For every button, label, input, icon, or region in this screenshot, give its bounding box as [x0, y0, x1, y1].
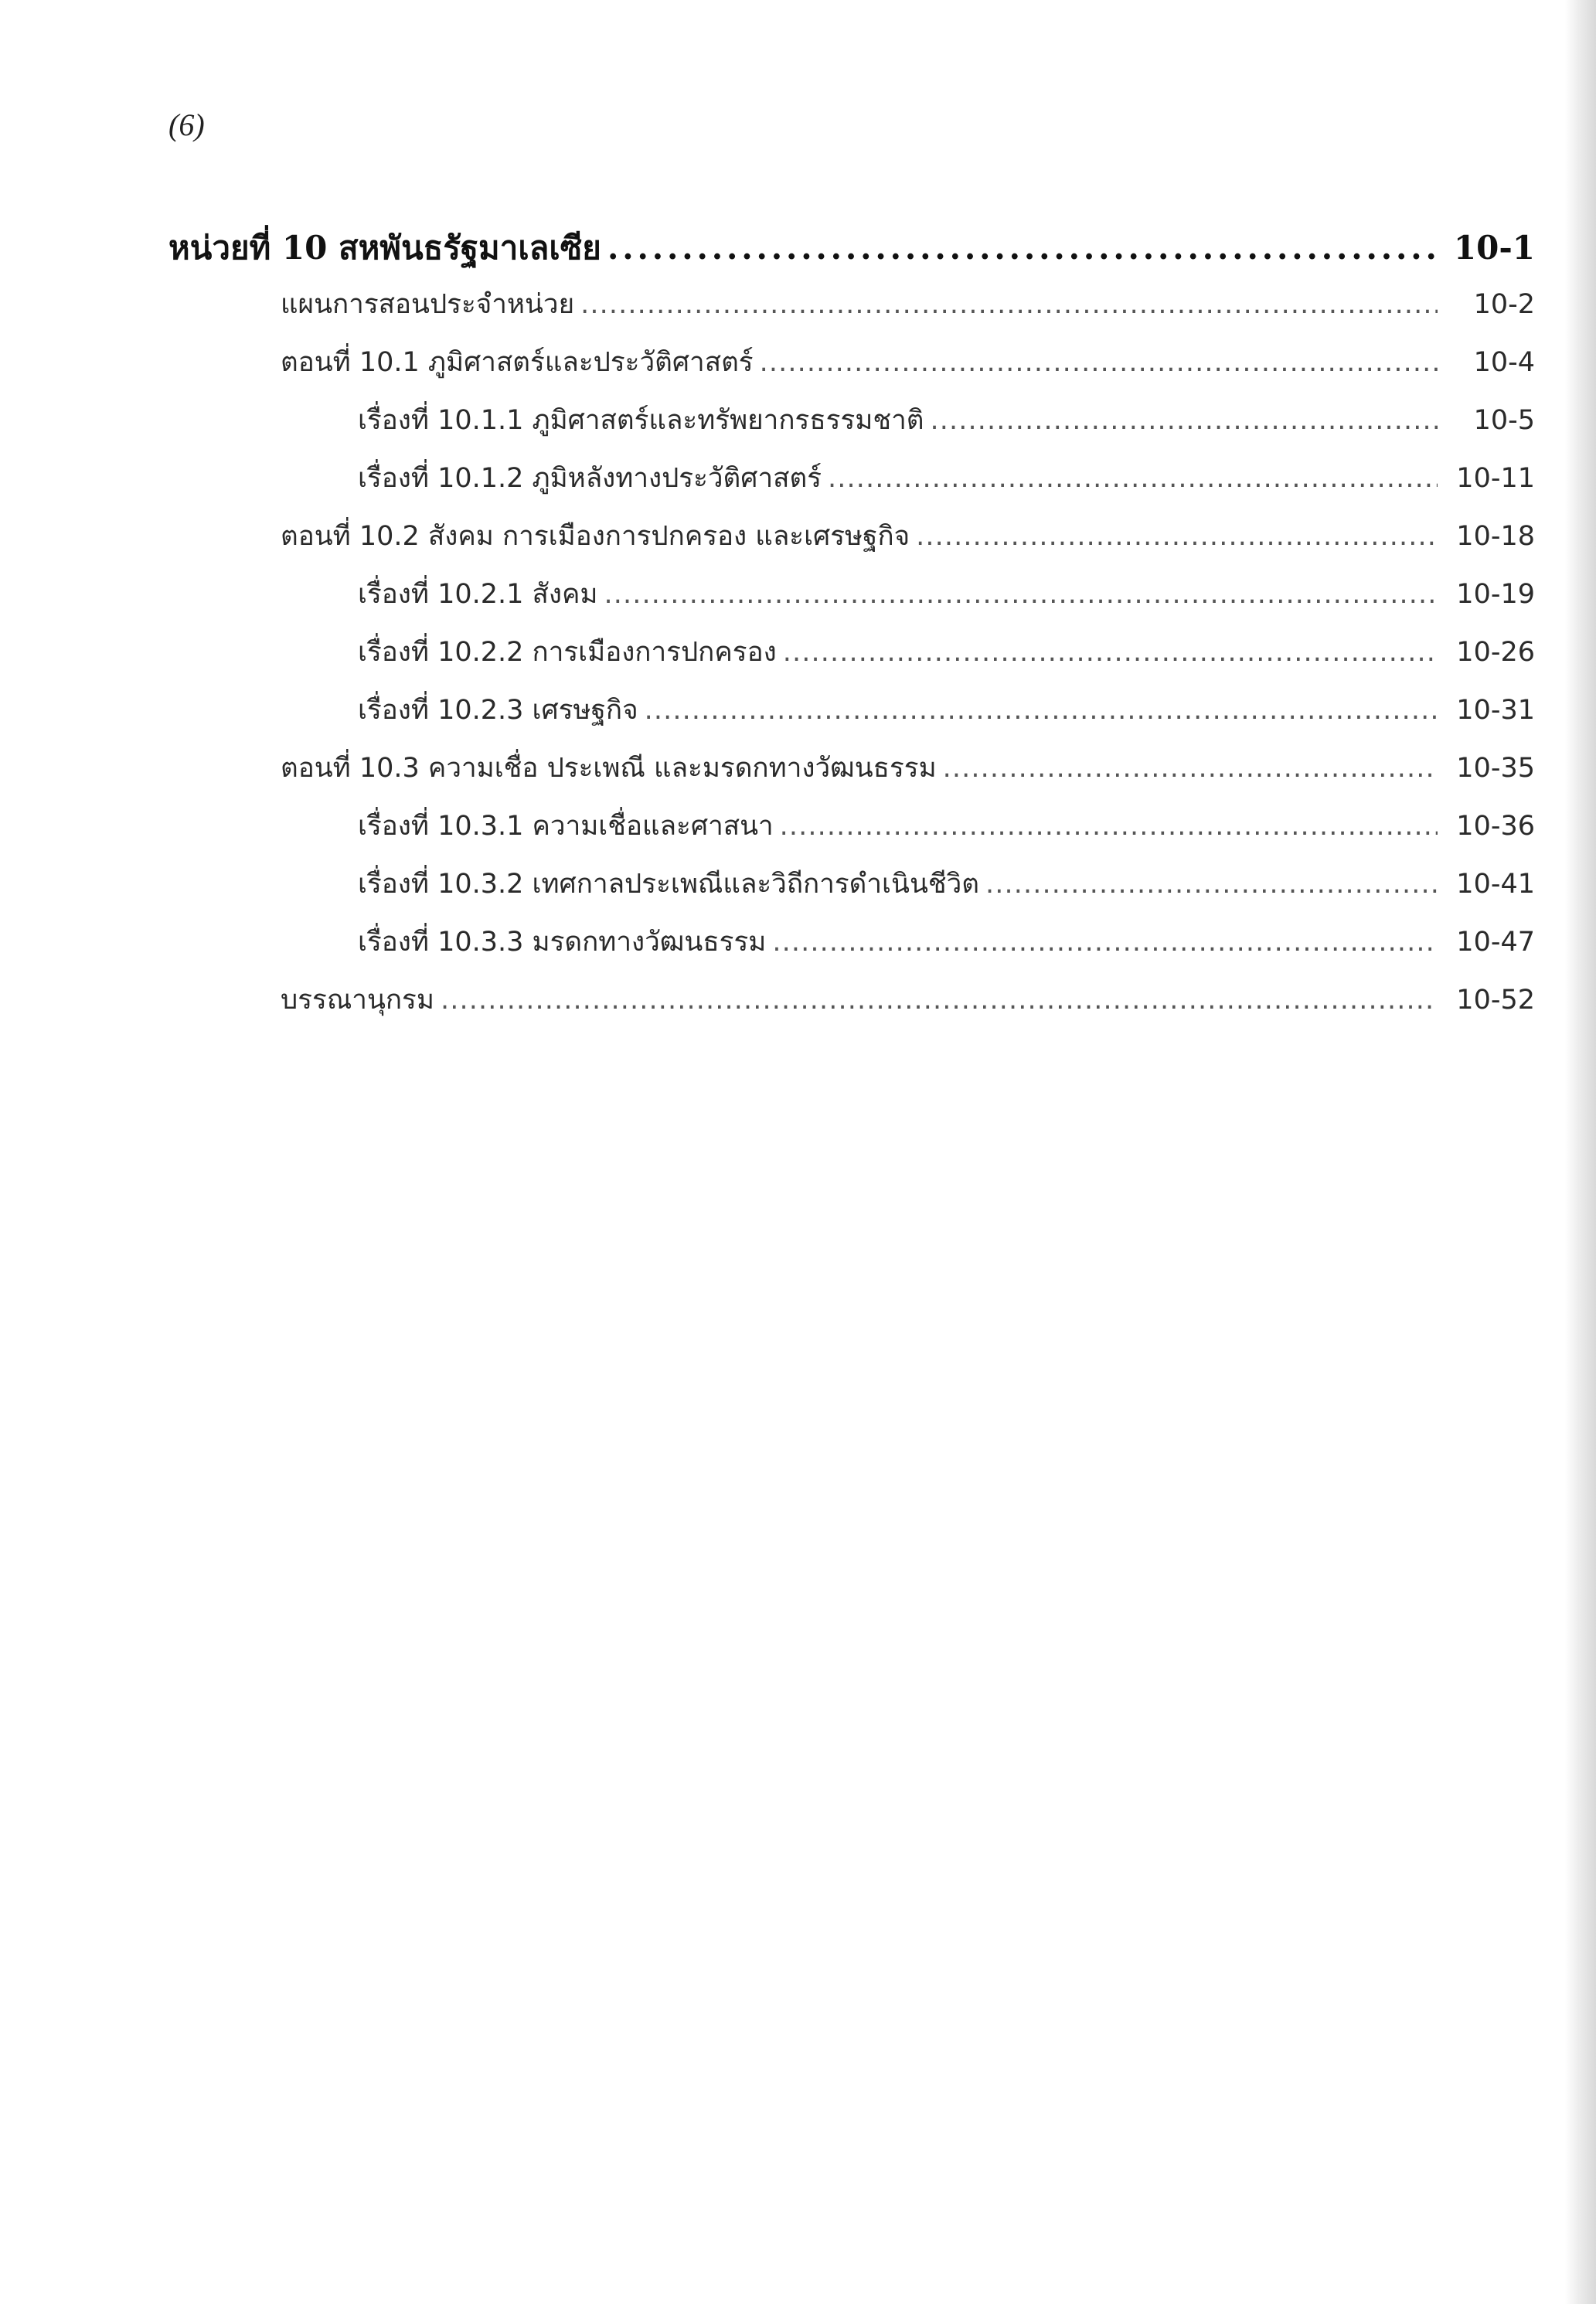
dot-leader	[772, 927, 1438, 958]
entry-page: 10-18	[1456, 521, 1535, 552]
toc-entry	[168, 341, 1535, 399]
entry-page: 10-4	[1473, 347, 1535, 378]
entry-title: ตอนที่ 10.1 ภูมิศาสตร์และประวัติศาสตร์	[281, 347, 754, 378]
dot-leader	[943, 753, 1438, 784]
entry-title: เรื่องที่ 10.2.3 เศรษฐกิจ	[358, 695, 638, 726]
entry-title: เรื่องที่ 10.3.3 มรดกทางวัฒนธรรม	[358, 927, 767, 958]
toc-entry	[168, 689, 1535, 747]
entry-title: เรื่องที่ 10.1.2 ภูมิหลังทางประวัติศาสตร์	[358, 463, 822, 494]
entry-page: 10-36	[1456, 811, 1535, 842]
dot-leader	[441, 985, 1438, 1016]
entry-title: ตอนที่ 10.3 ความเชื่อ ประเพณี และมรดกทางวัฒนธรรม	[281, 753, 937, 784]
toc-entry	[168, 457, 1535, 515]
toc-entry	[168, 978, 1535, 1036]
toc-entry	[168, 399, 1535, 457]
entry-title: ตอนที่ 10.2 สังคม การเมืองการปกครอง และเศรษฐกิจ	[281, 521, 910, 552]
toc-entry	[168, 805, 1535, 863]
entry-page: 10-52	[1456, 985, 1535, 1016]
dot-leader	[783, 637, 1438, 668]
entry-page: 10-11	[1456, 463, 1535, 494]
entry-page: 10-35	[1456, 753, 1535, 784]
entry-title: บรรณานุกรม	[281, 985, 434, 1016]
entry-title: เรื่องที่ 10.3.1 ความเชื่อและศาสนา	[358, 811, 774, 842]
dot-leader	[916, 521, 1438, 552]
page-number: (6)	[168, 107, 205, 142]
dot-leader	[760, 347, 1438, 378]
unit-title: หน่วยที่ 10 สหพันธรัฐมาเลเซีย	[168, 229, 601, 267]
toc-entry	[168, 921, 1535, 978]
dot-leader	[607, 229, 1438, 267]
entry-page: 10-2	[1473, 289, 1535, 320]
entry-page: 10-47	[1456, 927, 1535, 958]
entry-page: 10-31	[1456, 695, 1535, 726]
entry-title: เรื่องที่ 10.3.2 เทศกาลประเพณีและวิถีการดำเนินชีวิต	[358, 869, 980, 900]
dot-leader	[780, 811, 1438, 842]
dot-leader	[645, 695, 1438, 726]
entry-page: 10-41	[1456, 869, 1535, 900]
toc-entry	[168, 747, 1535, 805]
entry-page: 10-26	[1456, 637, 1535, 668]
entry-title: แผนการสอนประจำหน่วย	[281, 289, 575, 320]
entry-title: เรื่องที่ 10.2.2 การเมืองการปกครอง	[358, 637, 777, 668]
entry-page: 10-5	[1473, 405, 1535, 436]
dot-leader	[604, 579, 1438, 610]
entry-title: เรื่องที่ 10.1.1 ภูมิศาสตร์และทรัพยากรธรรมชาติ	[358, 405, 924, 436]
table-of-contents	[168, 223, 1535, 1036]
entry-title: เรื่องที่ 10.2.1 สังคม	[358, 579, 598, 610]
toc-entry	[168, 631, 1535, 689]
entry-page: 10-19	[1456, 579, 1535, 610]
dot-leader	[580, 289, 1438, 320]
dot-leader	[828, 463, 1438, 494]
toc-entry	[168, 863, 1535, 921]
dot-leader	[985, 869, 1438, 900]
toc-entry	[168, 573, 1535, 631]
toc-unit-heading	[168, 223, 1535, 283]
toc-entry	[168, 283, 1535, 341]
dot-leader	[931, 405, 1438, 436]
toc-entry	[168, 515, 1535, 573]
unit-page: 10-1	[1453, 229, 1535, 267]
page-edge-shadow	[1565, 0, 1596, 2304]
